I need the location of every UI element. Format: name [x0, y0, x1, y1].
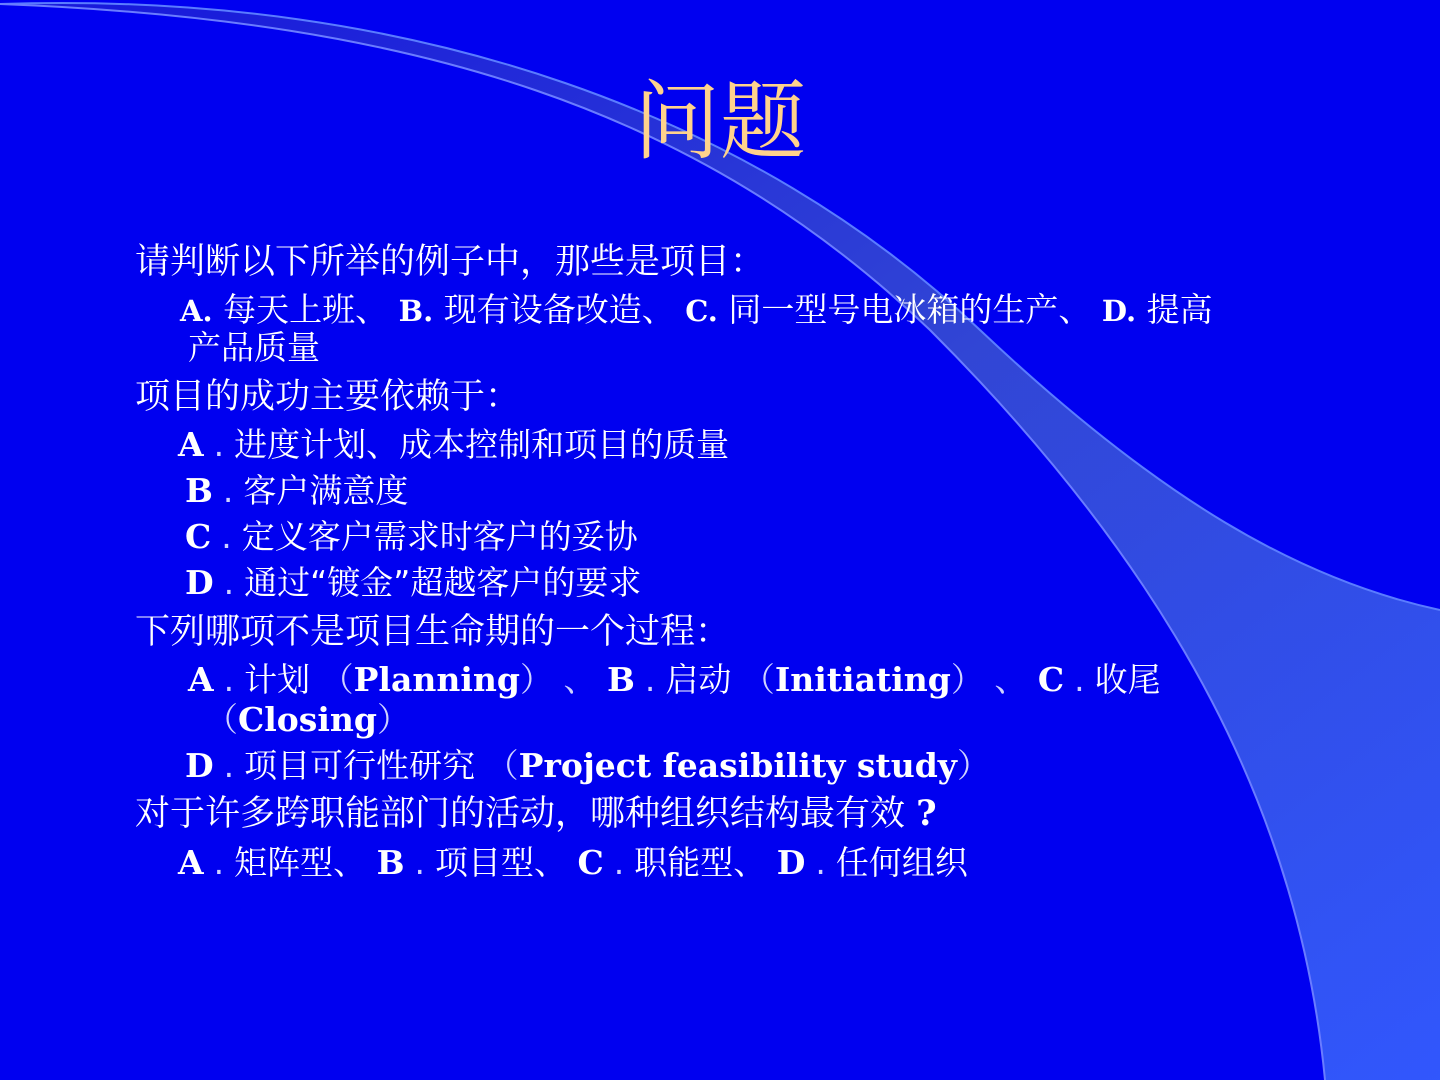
option-a-letter: A	[178, 843, 204, 882]
question-2-option-a: A . 进度计划、成本控制和项目的质量	[178, 425, 730, 464]
option-a-letter: A	[188, 660, 214, 699]
question-2-option-d: D . 通过“镀金”超越客户的要求	[185, 563, 642, 602]
option-text: 通过“镀金”超越客户的要求	[244, 563, 642, 602]
question-2: 项目的成功主要依赖于：	[135, 377, 521, 417]
question-4-text: 对于许多跨职能部门的活动，哪种组织结构最有效	[135, 794, 906, 834]
option-c-text: 同一型号电冰箱的生产、	[728, 290, 1092, 329]
option-b-text: 现有设备改造、	[443, 290, 675, 329]
option-d-text: 任何组织	[835, 843, 968, 882]
question-3-option-d: D . 项目可行性研究 （Project feasibility study）	[185, 746, 990, 785]
option-a-text: 每天上班、	[223, 290, 389, 329]
option-d-letter: D	[776, 843, 806, 882]
option-letter: B	[185, 471, 213, 510]
question-3: 下列哪项不是项目生命期的一个过程：	[135, 612, 731, 652]
option-b-text: 启动	[665, 660, 732, 699]
option-c-letter: C	[577, 843, 604, 882]
option-d-letter: D	[185, 746, 214, 785]
option-c-letter: C.	[685, 294, 718, 328]
option-c-text: 职能型、	[634, 843, 767, 882]
option-b-letter: B	[376, 843, 405, 882]
question-3-options-line2: （Closing）	[205, 700, 410, 739]
question-1-options	[180, 290, 1213, 331]
option-a-letter: A.	[180, 294, 213, 328]
option-text: 客户满意度	[243, 471, 409, 510]
option-b-text: 项目型、	[435, 843, 568, 882]
question-1-options-wrap: 产品质量	[188, 328, 320, 367]
option-b-letter: B.	[398, 294, 434, 328]
option-letter: A	[178, 425, 204, 464]
option-letter: C	[185, 517, 212, 556]
question-2-option-c: C . 定义客户需求时客户的妥协	[185, 517, 638, 556]
option-letter: D	[185, 563, 214, 602]
option-c-letter: C	[1037, 660, 1065, 699]
slide-title: 问题	[634, 72, 806, 172]
option-text: 进度计划、成本控制和项目的质量	[234, 425, 730, 464]
question-4-options: A . 矩阵型、 B . 项目型、 C . 职能型、 D . 任何组织	[178, 843, 968, 882]
question-2-option-b: B . 客户满意度	[185, 471, 409, 510]
question-3-options-line1: A . 计划 （Planning） 、 B . 启动 （Initiating） 、 C . 收尾	[188, 660, 1161, 699]
option-a-text: 矩阵型、	[234, 843, 367, 882]
option-a-text: 计划	[244, 660, 311, 699]
option-text: 定义客户需求时客户的妥协	[241, 517, 638, 556]
question-1: 请判断以下所举的例子中，那些是项目：	[135, 242, 766, 282]
question-mark: ?	[916, 793, 937, 834]
option-b-english: Initiating	[774, 660, 951, 699]
question-4	[135, 792, 937, 836]
option-c-text: 收尾	[1094, 660, 1161, 699]
option-c-english: Closing	[238, 700, 377, 739]
option-a-english: Planning	[353, 660, 520, 699]
option-d-english: Project feasibility study	[518, 746, 957, 785]
option-d-text: 项目可行性研究	[244, 746, 476, 785]
option-b-letter: B	[606, 660, 635, 699]
option-d-letter: D.	[1101, 294, 1137, 328]
option-d-text: 提高	[1146, 290, 1213, 329]
